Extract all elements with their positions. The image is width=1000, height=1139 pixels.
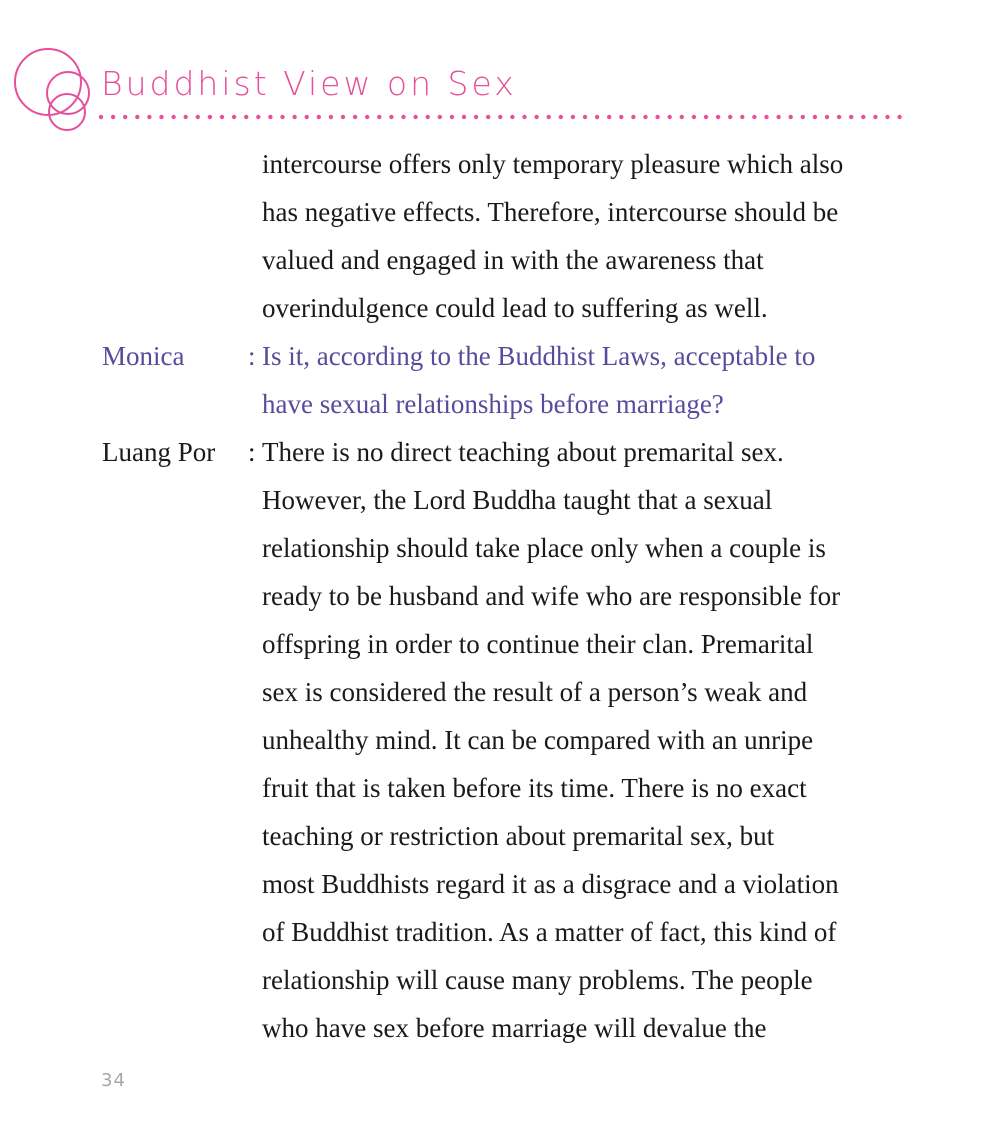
question-line: Is it, according to the Buddhist Laws, acceptable to — [262, 341, 816, 371]
text-line: overindulgence could lead to suffering as well. — [262, 293, 768, 323]
text-line: intercourse offers only temporary pleasure which also — [262, 149, 844, 179]
answer-line: relationship will cause many problems. The people — [262, 965, 813, 995]
answer-line: unhealthy mind. It can be compared with an unripe — [262, 725, 814, 755]
circles-logo-icon — [0, 0, 110, 140]
answer-line: There is no direct teaching about premarital sex. — [262, 437, 784, 467]
speaker-colon: : — [248, 437, 256, 467]
question-line: have sexual relationships before marriage? — [262, 389, 724, 419]
answer-line: most Buddhists regard it as a disgrace and a violation — [262, 869, 839, 899]
answer-line: who have sex before marriage will devalue the — [262, 1013, 767, 1043]
answer-line: sex is considered the result of a person’s weak and — [262, 677, 808, 707]
text-line: has negative effects. Therefore, intercourse should be — [262, 197, 839, 227]
dotted-divider — [96, 112, 906, 122]
page-title: Buddhist View on Sex — [101, 64, 517, 103]
answer-line: ready to be husband and wife who are responsible for — [262, 581, 841, 611]
page-number: 34 — [101, 1070, 126, 1091]
answer-line: of Buddhist tradition. As a matter of fact, this kind of — [262, 917, 837, 947]
speaker-colon: : — [248, 341, 256, 371]
speaker-monica: Monica — [102, 341, 185, 371]
text-line: valued and engaged in with the awareness that — [262, 245, 764, 275]
answer-line: teaching or restriction about premarital sex, but — [262, 821, 775, 851]
answer-line: However, the Lord Buddha taught that a sexual — [262, 485, 773, 515]
answer-line: offspring in order to continue their clan. Premarital — [262, 629, 814, 659]
speaker-luang-por: Luang Por — [102, 437, 216, 467]
answer-line: fruit that is taken before its time. There is no exact — [262, 773, 807, 803]
answer-line: relationship should take place only when a couple is — [262, 533, 826, 563]
